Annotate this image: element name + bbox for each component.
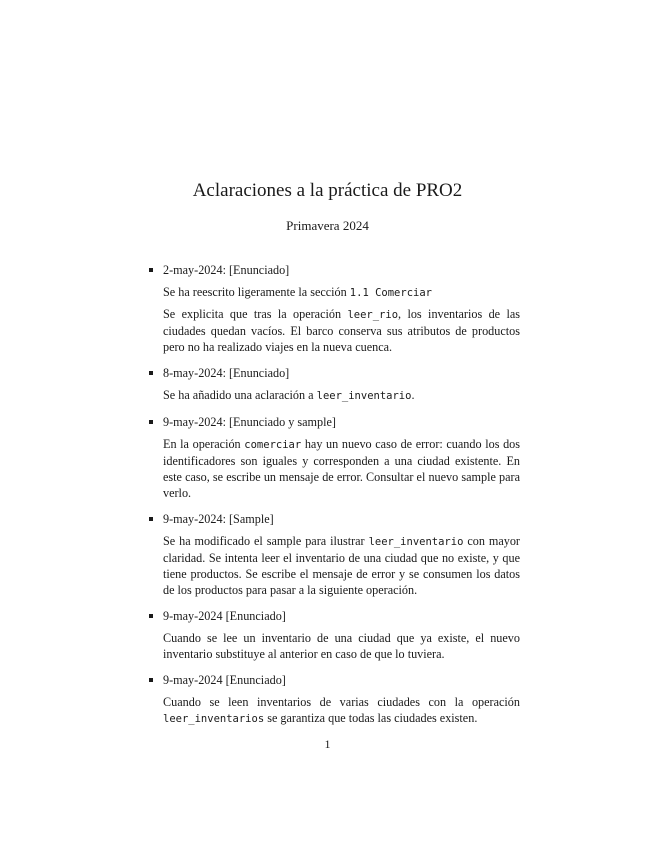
- list-item: [148, 672, 520, 727]
- list-item: [148, 365, 520, 404]
- code-text: comerciar: [244, 439, 302, 451]
- list-item: [148, 511, 520, 598]
- entry-body: [163, 436, 520, 501]
- entry-date: 8-may-2024: [Enunciado]: [163, 366, 290, 380]
- paragraph-text: Se explicita que tras la operación: [163, 307, 348, 321]
- paragraph-text: Se ha modificado el sample para ilustrar: [163, 534, 369, 548]
- paragraph-text: , los inventarios de las ciudades quedan vacíos. El barco conserva sus atributos de productos pero no ha realizado viajes en la nueva cuenca.: [163, 307, 521, 354]
- paragraph-text: Se ha añadido una aclaración a: [163, 388, 317, 402]
- entry-body: [163, 533, 520, 598]
- entry-body: [163, 387, 520, 404]
- bullet-icon: [149, 420, 153, 424]
- entry-paragraph: [163, 436, 520, 501]
- changelog-list: [148, 262, 520, 737]
- paragraph-text: hay un nuevo caso de error: cuando los dos identificadores son iguales y corresponden a una ciudad existente. En este caso, se escribe un mensaje de error. Consultar el nuevo sample para verlo.: [163, 437, 520, 500]
- paragraph-text: Cuando se leen inventarios de varias ciudades con la operación: [163, 695, 520, 709]
- entry-paragraph: [163, 284, 520, 301]
- code-text: leer_rio: [347, 309, 399, 321]
- document-title: Aclaraciones a la práctica de PRO2: [192, 180, 463, 201]
- paragraph-text: .: [411, 388, 415, 402]
- paragraph-text: En la operación: [163, 437, 245, 451]
- entry-paragraph: [163, 630, 520, 662]
- entry-date: 9-may-2024 [Enunciado]: [163, 673, 286, 687]
- entry-date: 9-may-2024: [Sample]: [163, 512, 274, 526]
- entry-body: [163, 630, 520, 662]
- bullet-icon: [149, 517, 153, 521]
- entry-paragraph: [163, 694, 520, 727]
- entry-body: [163, 284, 520, 355]
- paragraph-text: con mayor claridad. Se intenta leer el inventario de una ciudad que no existe, y que tiene productos. Se escribe el mensaje de error y se consumen los datos de los productos para pasar a la siguiente operación.: [163, 534, 520, 597]
- bullet-icon: [149, 371, 153, 375]
- entry-paragraph: [163, 533, 520, 598]
- entry-date: 9-may-2024: [Enunciado y sample]: [163, 415, 336, 429]
- entry-paragraph: [163, 387, 520, 404]
- code-text: 1.1 Comerciar: [349, 287, 432, 299]
- bullet-icon: [149, 614, 153, 618]
- paragraph-text: se garantiza que todas las ciudades existen.: [264, 711, 478, 725]
- document-subtitle: Primavera 2024: [286, 218, 369, 233]
- entry-date: 9-may-2024 [Enunciado]: [163, 609, 286, 623]
- code-text: leer_inventarios: [163, 713, 265, 725]
- paragraph-text: Cuando se lee un inventario de una ciudad que ya existe, el nuevo inventario substituye al anterior en caso de que lo tuviera.: [163, 631, 520, 661]
- page-number: 1: [324, 737, 331, 751]
- code-text: leer_inventario: [368, 536, 464, 548]
- entry-paragraph: [163, 306, 520, 355]
- list-item: [148, 608, 520, 662]
- list-item: [148, 414, 520, 501]
- entry-date: 2-may-2024: [Enunciado]: [163, 263, 290, 277]
- list-item: [148, 262, 520, 355]
- bullet-icon: [149, 678, 153, 682]
- bullet-icon: [149, 268, 153, 272]
- paragraph-text: Se ha reescrito ligeramente la sección: [163, 285, 350, 299]
- code-text: leer_inventario: [316, 390, 412, 402]
- entry-body: [163, 694, 520, 727]
